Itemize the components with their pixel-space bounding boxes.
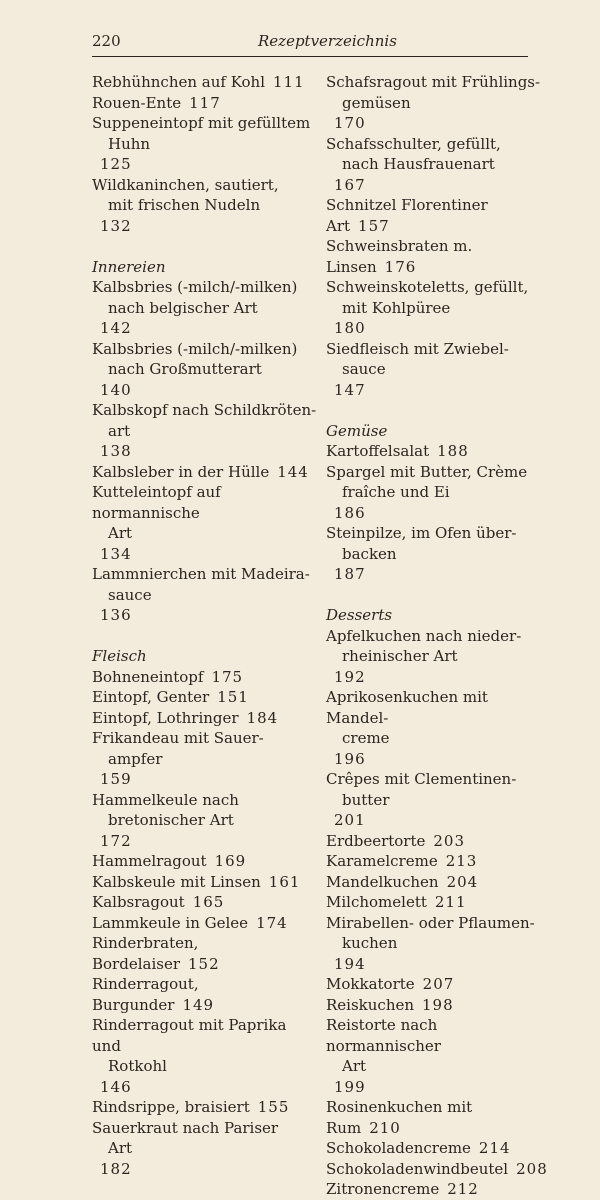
page-reference: 175 [211,667,244,686]
index-entry [92,93,320,114]
index-entry [92,564,320,626]
index-entry [326,872,544,893]
index-entry [92,462,320,483]
index-column-right [326,72,548,1200]
entry-text: Schokoladencreme [326,1139,471,1157]
page-reference: 203 [433,831,466,850]
entry-text: Wildkaninchen, sautiert, [92,175,279,194]
page-reference: 207 [422,975,455,993]
index-entry [92,974,320,1015]
entry-text: Hammelragout [92,852,207,870]
index-entry [326,913,544,975]
entry-text: mit frischen Nudeln [108,196,261,214]
entry-text: fraîche und Ei [342,483,450,501]
entry-text: Kalbskopf nach Schildkröten- [92,401,317,419]
page-reference: 184 [246,708,279,727]
category-heading: Desserts [326,606,393,624]
page-reference: 188 [437,442,469,460]
page-number: 220 [92,32,121,50]
entry-text: Schweinskoteletts, gefüllt, [326,278,529,296]
page-reference: 214 [478,1139,511,1157]
index-entry [326,1138,544,1159]
index-entry [92,851,320,872]
index-entry [326,134,544,196]
index-entry [326,462,544,524]
entry-text: Rouen-Ente [92,93,182,112]
page-reference: 167 [334,175,366,194]
entry-text: Crêpes mit Clementinen- [326,770,517,788]
entry-text: Schokoladenwindbeutel [326,1159,509,1178]
entry-text: Aprikosenkuchen mit Mandel- [326,688,488,727]
page-reference: 125 [100,155,132,173]
entry-text: Kalbsleber in der Hülle [92,462,270,481]
page-reference: 201 [334,811,366,829]
index-entry [92,872,320,893]
entry-text: Mandelkuchen [326,872,439,891]
entry-text: nach Großmutterart [108,360,262,378]
page-reference: 134 [100,544,132,563]
entry-text: Rinderbraten, Bordelaiser [92,934,199,973]
index-entry [92,482,320,564]
index-entry [326,769,544,831]
index-entry [92,1097,320,1118]
entry-text: art [108,421,131,440]
page-reference: 152 [188,954,220,973]
entry-text: Huhn [108,134,151,153]
entry-text: Schafsschulter, gefüllt, [326,134,501,153]
entry-text: Siedfleisch mit Zwiebel- [326,339,509,358]
page-reference: 132 [100,216,132,235]
entry-text: Rinderragout mit Paprika und [92,1016,287,1055]
entry-text: Bohneneintopf [92,667,204,686]
page-reference: 182 [100,1159,132,1178]
entry-text: Frikandeau mit Sauer- [92,729,264,747]
index-entry [92,933,320,974]
page-reference: 176 [384,257,417,276]
category-heading: Gemüse [326,421,388,440]
page-reference: 212 [447,1180,479,1198]
page-reference: 196 [334,749,366,768]
page-reference: 180 [334,319,366,337]
index-entry [92,1015,320,1097]
entry-text: nach Hausfrauenart [342,155,495,173]
index-entry [326,626,544,688]
index-entry [326,831,544,852]
page-reference: 140 [100,380,132,399]
page-reference: 144 [277,462,309,481]
page-reference: 136 [100,606,132,624]
index-entry [326,195,544,236]
page-reference: 187 [334,565,366,583]
index-entry [326,72,544,134]
entry-text: Lammkeule in Gelee [92,913,249,932]
index-entry [326,441,544,462]
entry-text: Lammnierchen mit Madeira- [92,565,310,583]
entry-text: Sauerkraut nach Pariser [92,1118,279,1137]
index-entry [92,277,320,339]
page-reference: 117 [189,93,221,112]
index-entry [92,72,320,93]
page-reference: 138 [100,442,132,460]
entry-text: Suppeneintopf mit gefülltem [92,114,311,132]
index-entry [326,1179,544,1200]
entry-text: Rindsrippe, braisiert [92,1098,250,1116]
index-entry [92,728,320,790]
page-reference: 149 [182,995,215,1014]
entry-text: Schnitzel Florentiner Art [326,196,488,235]
page-reference: 204 [446,872,479,891]
entry-text: Mokkatorte [326,975,415,993]
index-entry [92,790,320,852]
index-entry [326,1097,544,1138]
entry-text: butter [342,790,390,809]
page-reference: 186 [334,503,366,522]
entry-text: Eintopf, Genter [92,688,210,706]
index-entry [326,687,544,769]
page-reference: 161 [268,872,301,891]
entry-text: bretonischer Art [108,811,234,829]
entry-text: rheinischer Art [342,647,458,665]
index-entry [92,400,320,462]
index-entry [326,974,544,995]
page-reference: 146 [100,1077,132,1096]
page-reference: 198 [422,995,454,1014]
index-entry [92,667,320,688]
entry-text: Rosinenkuchen mit Rum [326,1098,473,1137]
page-reference: 208 [516,1159,548,1178]
header-rule [92,56,528,57]
entry-text: Schweinsbraten m. Linsen [326,237,473,276]
page-reference: 111 [273,73,305,91]
entry-text: Eintopf, Lothringer [92,708,239,727]
page-reference: 142 [100,319,132,337]
index-entry [326,851,544,872]
page-reference: 170 [334,114,366,132]
index-entry [92,339,320,401]
entry-text: backen [342,544,397,563]
page-header [92,32,532,54]
index-entry [92,1118,320,1180]
index-entry [92,175,320,237]
entry-text: Kutteleintopf auf normannische [92,483,221,522]
index-entry [326,1159,548,1180]
entry-text: Spargel mit Butter, Crème [326,462,528,481]
index-entry [326,236,544,277]
entry-text: Milchomelett [326,893,427,911]
page-reference: 157 [358,216,390,235]
page-reference: 192 [334,667,366,686]
entry-text: Rotkohl [108,1057,167,1075]
entry-text: Art [108,1139,133,1157]
page-reference: 165 [192,893,225,911]
entry-text: sauce [108,585,152,604]
index-entry [326,277,544,339]
page-reference: 147 [334,380,366,399]
entry-text: Art [108,524,133,542]
category-heading: Fleisch [92,647,147,665]
page-reference: 172 [100,831,132,850]
running-title: Rezeptverzeichnis [258,32,397,50]
entry-text: Kalbsbries (-milch/-milken) [92,339,298,358]
entry-text: Reiskuchen [326,995,415,1014]
entry-text: Reistorte nach normannischer [326,1016,441,1055]
category-heading: Innereien [92,257,166,276]
page-reference: 194 [334,954,366,973]
entry-text: Rinderragout, Burgunder [92,975,199,1014]
entry-text: Kalbskeule mit Linsen [92,872,261,891]
page-reference: 199 [334,1077,366,1096]
index-entry [92,113,320,175]
entry-text: Apfelkuchen nach nieder- [326,626,522,645]
page-reference: 211 [434,893,467,911]
entry-text: Kartoffelsalat [326,442,430,460]
entry-text: Steinpilze, im Ofen über- [326,524,517,542]
entry-text: Art [342,1057,367,1075]
entry-text: nach belgischer Art [108,298,258,317]
page-reference: 169 [214,852,247,870]
entry-text: creme [342,729,390,747]
entry-text: kuchen [342,934,398,952]
entry-text: Hammelkeule nach [92,790,239,809]
index-entry [326,892,544,913]
index-entry [92,913,320,934]
index-entry [92,687,320,708]
entry-text: Erdbeertorte [326,831,426,850]
entry-text: Karamelcreme [326,852,438,870]
index-column-left [92,72,320,1179]
entry-text: sauce [342,360,386,378]
page-reference: 151 [217,688,249,706]
entry-text: mit Kohlpüree [342,298,451,317]
page-reference: 155 [257,1098,290,1116]
index-entry [326,523,544,585]
index-entry [326,339,544,401]
index-entry [326,995,544,1016]
entry-text: Rebhühnchen auf Kohl [92,73,265,91]
entry-text: Kalbsragout [92,893,185,911]
entry-text: Schafsragout mit Frühlings- [326,73,541,91]
entry-text: ampfer [108,749,163,768]
index-entry [92,708,320,729]
page-reference: 213 [445,852,478,870]
entry-text: Kalbsbries (-milch/-milken) [92,278,298,296]
entry-text: gemüsen [342,93,411,112]
page-reference: 210 [369,1118,401,1137]
page-reference: 159 [100,770,132,788]
index-entry [92,892,320,913]
entry-text: Zitronencreme [326,1180,440,1198]
index-entry [326,1015,544,1097]
entry-text: Mirabellen- oder Pflaumen- [326,913,535,932]
page-reference: 174 [256,913,288,932]
